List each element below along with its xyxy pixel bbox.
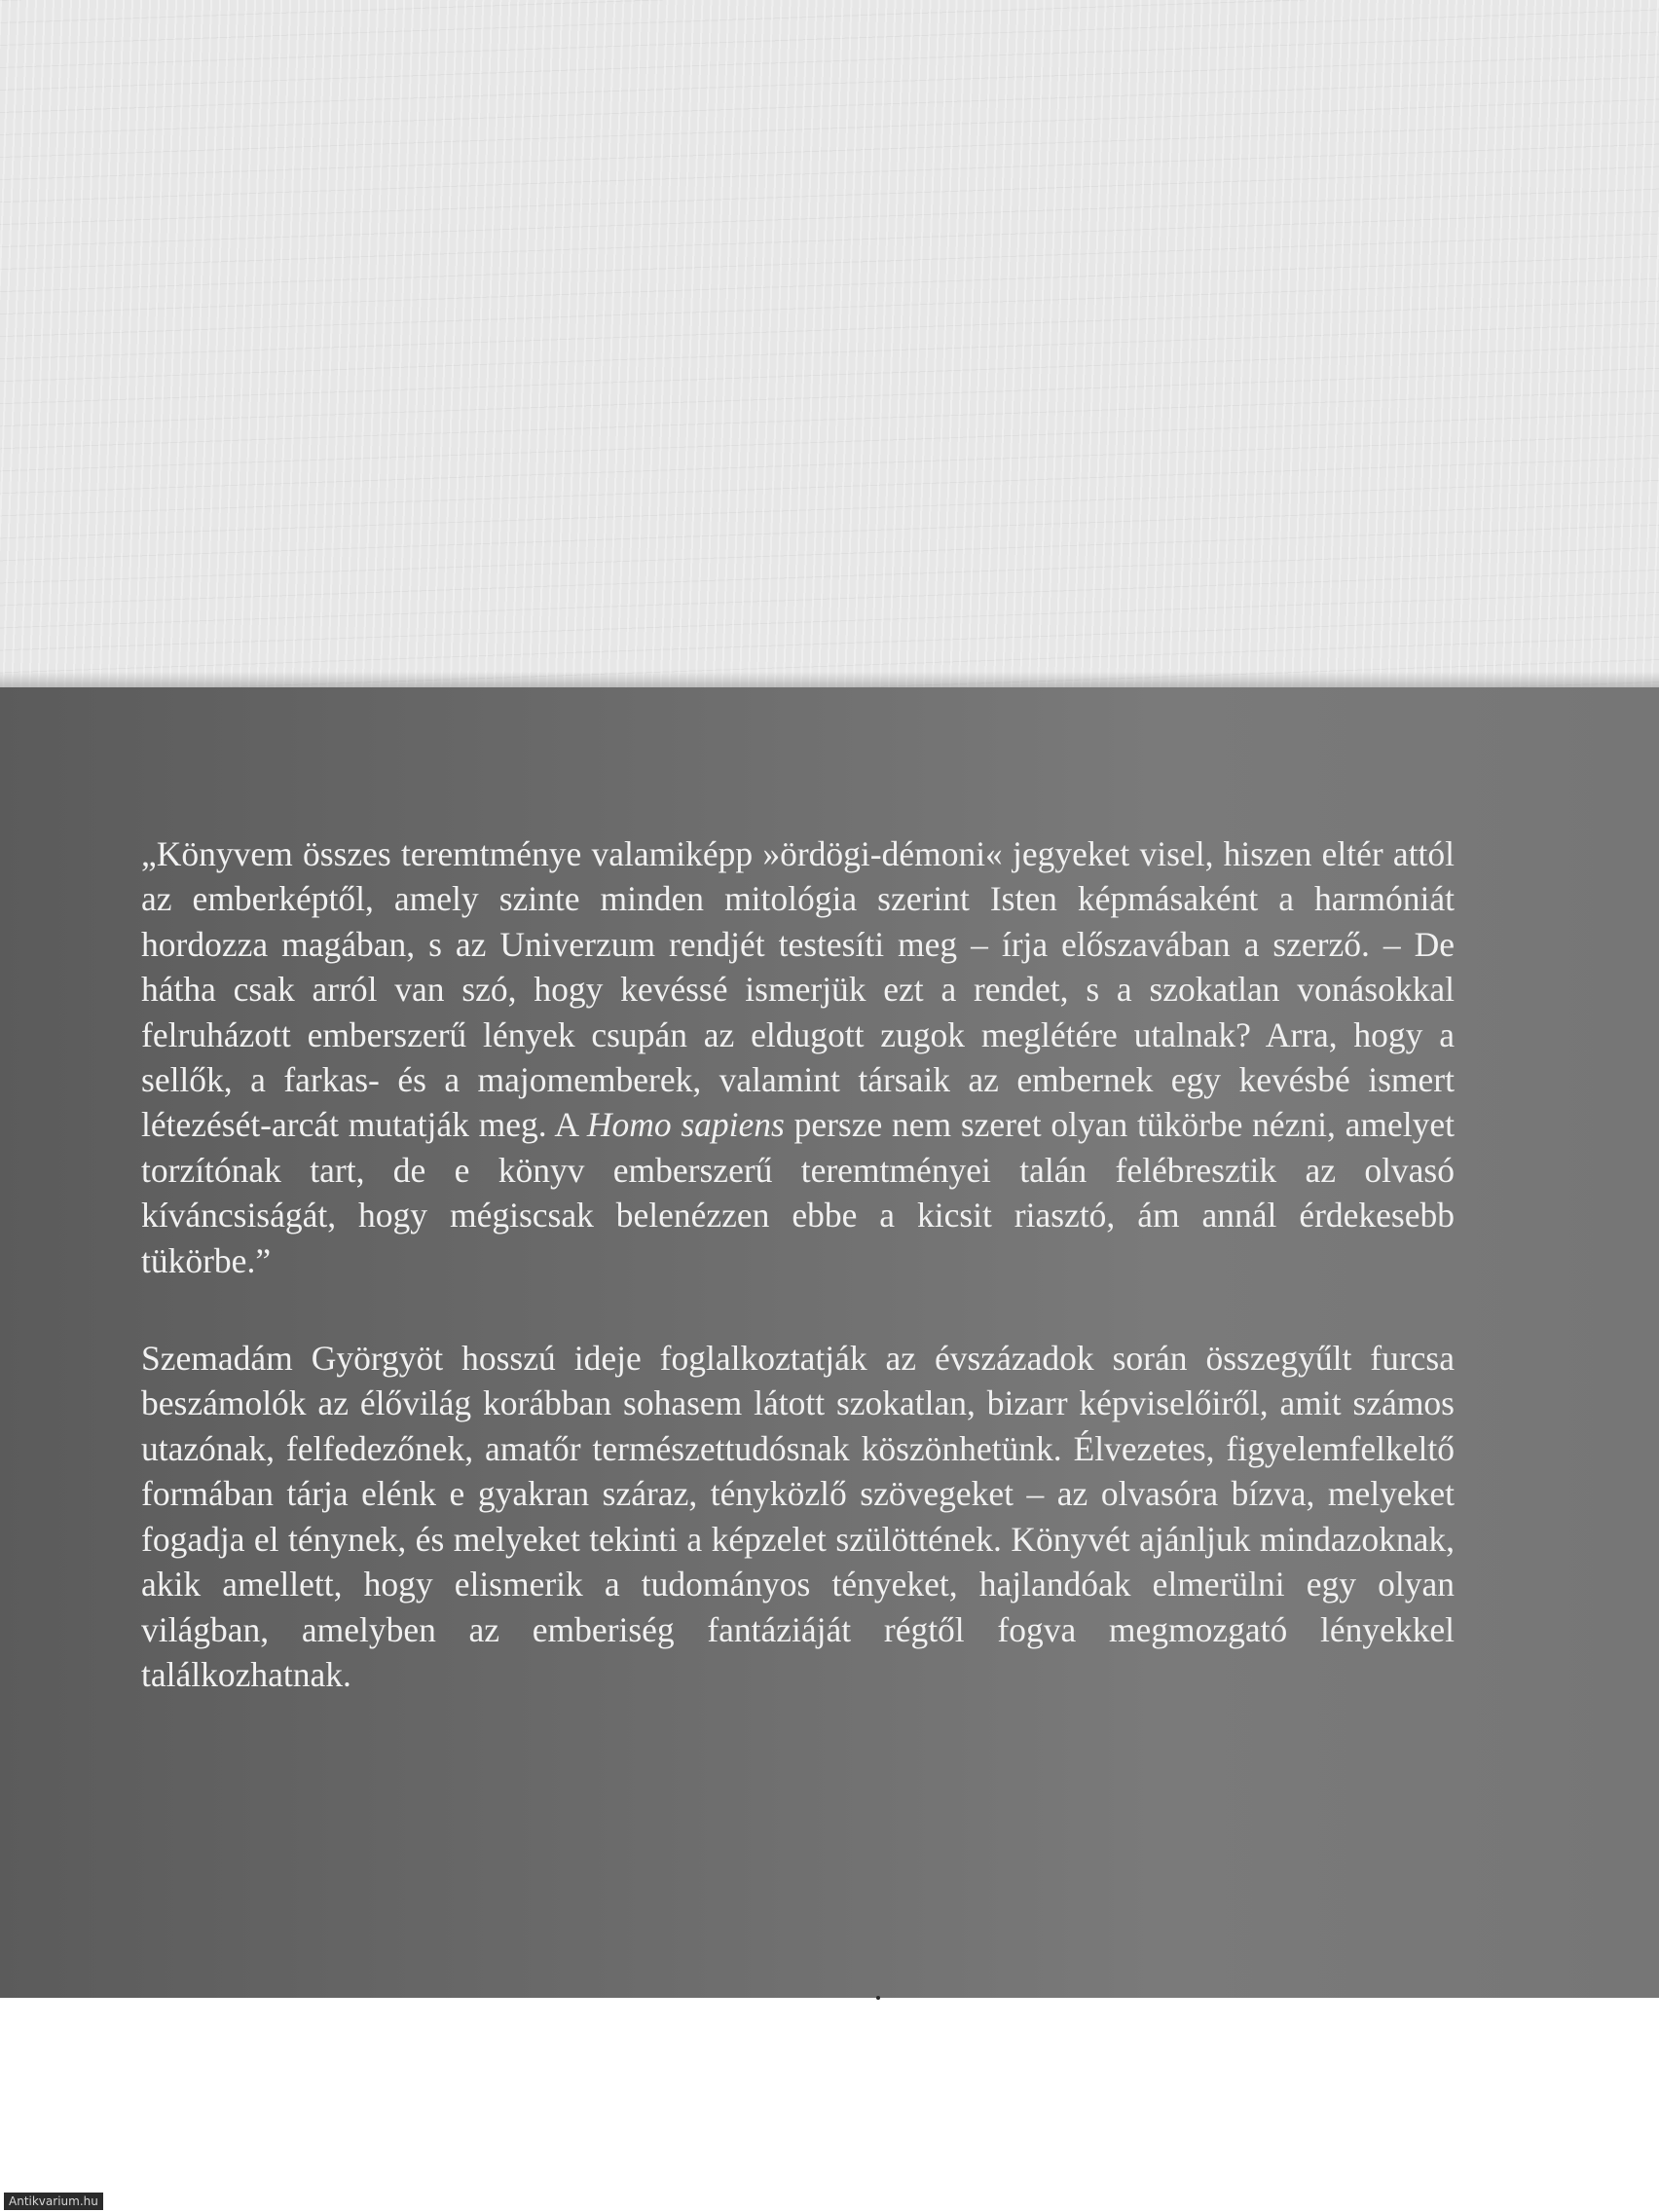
cover-edge-shadow: [0, 672, 1659, 687]
quote-text-part1: „Könyvem összes teremtménye valamiképp »ördögi-démoni« jegyeket visel, hiszen eltér attól az emberképtől, amely szinte minden mitológia szerint Isten képmásaként a harmóniát hordozza magában, s az Univerzum rendjét testesíti meg – írja előszavában a szerző. – De hátha csak arról van szó, hogy kevéssé ismerjük ezt a rendet, s a szokatlan vonásokkal felruházott emberszerű lények csupán az eldugott zugok meglétére utalnak? Arra, hogy a sellők, a farkas- és a majomemberek, valamint társaik az embernek egy kevésbé ismert létezését-arcát mutatják meg. A: [141, 834, 1455, 1145]
blurb-description-paragraph: Szemadám Györgyöt hosszú ideje foglalkoztatják az évszázadok során összegyűlt furcsa beszámolók az élővilág korábban sohasem látott szokatlan, bizarr képviselőiről, amit számos utazónak, felfedezőnek, amatőr természettudósnak köszönhetünk. Élvezetes, figyelemfelkeltő formában tárja elénk e gyakran száraz, tényközlő szövegeket – az olvasóra bízva, melyeket fogadja el ténynek, és melyeket tekinti a képzelet szülöttének. Könyvét ajánljuk mindazoknak, akik amellett, hogy elismerik a tudományos tényeket, hajlandóak elmerülni egy olyan világban, amelyben az emberiség fantáziáját régtől fogva megmozgató lényekkel találkozhatnak.: [141, 1339, 1455, 1694]
book-back-cover: [0, 687, 1659, 1998]
background-paper-bottom: [0, 1998, 1659, 2212]
blurb-text: [141, 831, 1455, 1697]
quote-italic-term: Homo sapiens: [586, 1105, 785, 1145]
quote-text-part2: persze nem szeret olyan tükörbe nézni, amelyet torzítónak tart, de e könyv emberszerű teremtményei talán felébresztik az olvasó kíváncsiságát, hogy mégiscsak belenézzen ebbe a kicsit riasztó, ám annál érdekesebb tükörbe.”: [141, 1105, 1455, 1280]
stray-dot: [876, 1996, 880, 2000]
background-paper-top: [0, 0, 1659, 687]
blurb-quote-paragraph: [141, 831, 1455, 1283]
watermark-label: Antikvarium.hu: [4, 2193, 103, 2210]
